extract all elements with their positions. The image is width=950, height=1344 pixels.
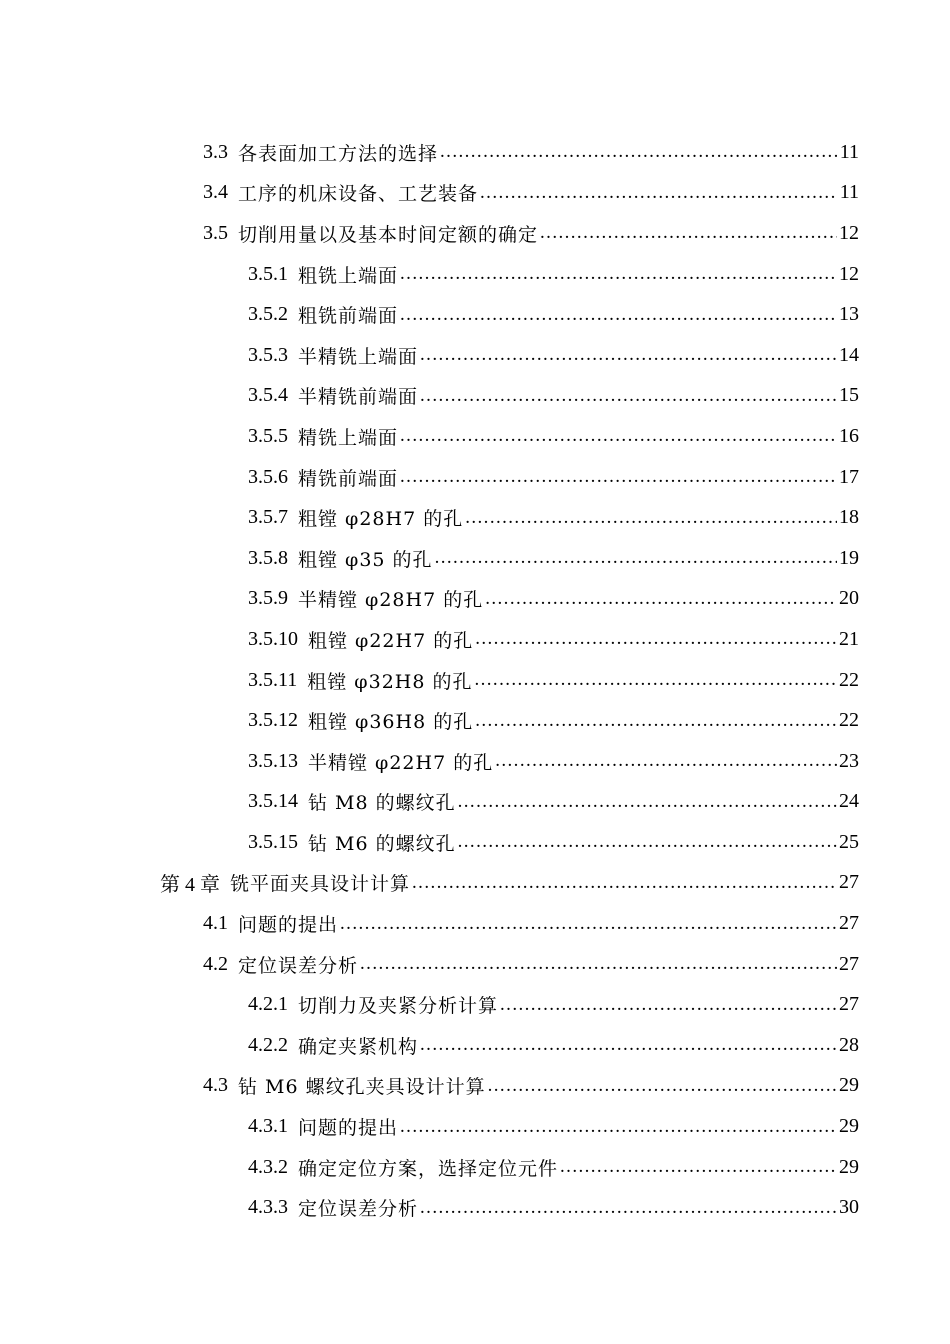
toc-entry-title: 半精铣上端面: [298, 345, 419, 368]
toc-entry[interactable]: [0, 700, 950, 741]
dot-leader: [480, 183, 837, 203]
dot-leader: [495, 751, 837, 771]
dot-leader: [360, 954, 837, 974]
dot-leader: [465, 508, 837, 528]
toc-entry[interactable]: [0, 376, 950, 417]
toc-entry[interactable]: [0, 497, 950, 538]
dot-leader: [435, 548, 837, 568]
toc-entry-number: 第 4 章: [160, 874, 220, 897]
toc-entry[interactable]: [0, 579, 950, 620]
toc-entry[interactable]: [0, 863, 950, 904]
toc-entry-page-number: 12: [839, 221, 859, 244]
toc-entry-page-number: 24: [839, 790, 859, 813]
dot-leader: [400, 1117, 837, 1137]
toc-entry-page-number: 25: [839, 830, 859, 853]
toc-entry-number: 3.5.15: [248, 830, 298, 853]
toc-entry[interactable]: [0, 538, 950, 579]
toc-entry[interactable]: [0, 457, 950, 498]
toc-entry-page-number: 21: [839, 627, 859, 650]
toc-entry-page-number: 29: [839, 1155, 859, 1178]
toc-entry-page-number: 22: [839, 709, 859, 732]
toc-entry-title: 切削力及夹紧分析计算: [298, 995, 499, 1018]
toc-entry-page-number: 14: [839, 343, 859, 366]
toc-entry-title: 定位误差分析: [238, 954, 359, 977]
toc-entry[interactable]: [0, 173, 950, 214]
toc-entry-page-number: 23: [839, 749, 859, 772]
toc-entry-number: 3.5.14: [248, 790, 298, 813]
toc-entry[interactable]: [0, 1106, 950, 1147]
toc-entry-number: 3.5.7: [248, 506, 288, 529]
dot-leader: [440, 142, 837, 162]
toc-entry-title: 精铣上端面: [298, 426, 399, 449]
toc-entry-number: 3.5.6: [248, 465, 288, 488]
toc-entry[interactable]: [0, 1025, 950, 1066]
toc-entry-number: 3.5.13: [248, 749, 298, 772]
toc-entry-number: 3.5.2: [248, 303, 288, 326]
toc-entry[interactable]: [0, 660, 950, 701]
toc-entry-page-number: 29: [839, 1074, 859, 1097]
toc-entry[interactable]: [0, 741, 950, 782]
dot-leader: [488, 1076, 837, 1096]
toc-entry[interactable]: [0, 619, 950, 660]
toc-entry-number: 4.2.2: [248, 1033, 288, 1056]
dot-leader: [400, 426, 837, 446]
toc-entry-title: 工序的机床设备、工艺装备: [238, 183, 479, 206]
toc-entry-number: 4.3.2: [248, 1155, 288, 1178]
dot-leader: [500, 995, 837, 1015]
toc-entry-page-number: 30: [839, 1196, 859, 1219]
toc-entry-page-number: 28: [839, 1033, 859, 1056]
toc-entry-number: 3.5.9: [248, 587, 288, 610]
toc-entry-title: 粗铣前端面: [298, 305, 399, 328]
toc-entry[interactable]: [0, 1147, 950, 1188]
toc-entry-title: 切削用量以及基本时间定额的确定: [238, 223, 539, 246]
dot-leader: [400, 467, 837, 487]
toc-entry-number: 4.1: [203, 912, 228, 935]
toc-entry-title: 半精镗 φ28H7 的孔: [298, 589, 484, 612]
dot-leader: [560, 1157, 837, 1177]
toc-entry-title: 各表面加工方法的选择: [238, 142, 439, 165]
toc-entry-number: 3.5.8: [248, 546, 288, 569]
toc-entry-page-number: 27: [839, 871, 859, 894]
toc-entry-number: 3.5.11: [248, 668, 298, 691]
toc-entry-title: 问题的提出: [298, 1117, 399, 1140]
dot-leader: [420, 1198, 837, 1218]
dot-leader: [474, 670, 837, 690]
toc-entry-page-number: 19: [839, 546, 859, 569]
toc-entry-page-number: 11: [839, 181, 859, 204]
toc-entry-title: 铣平面夹具设计计算: [230, 873, 411, 896]
toc-entry[interactable]: [0, 903, 950, 944]
toc-entry-page-number: 13: [839, 303, 859, 326]
toc-entry-title: 半精铣前端面: [298, 386, 419, 409]
toc-entry-page-number: 29: [839, 1115, 859, 1138]
toc-entry[interactable]: [0, 984, 950, 1025]
toc-entry[interactable]: [0, 213, 950, 254]
toc-entry-page-number: 15: [839, 384, 859, 407]
toc-entry-number: 3.5: [203, 221, 228, 244]
dot-leader: [475, 629, 837, 649]
toc-entry-title: 半精镗 φ22H7 的孔: [308, 751, 494, 774]
toc-entry-page-number: 18: [839, 506, 859, 529]
table-of-contents: [0, 132, 950, 1228]
toc-entry-number: 4.2.1: [248, 993, 288, 1016]
toc-entry-page-number: 22: [839, 668, 859, 691]
toc-entry-page-number: 20: [839, 587, 859, 610]
dot-leader: [400, 264, 837, 284]
toc-entry[interactable]: [0, 254, 950, 295]
toc-entry-title: 钻 M6 的螺纹孔: [308, 832, 456, 855]
toc-entry-number: 4.3: [203, 1074, 228, 1097]
toc-entry-title: 定位误差分析: [298, 1198, 419, 1221]
toc-entry[interactable]: [0, 1066, 950, 1107]
toc-entry-page-number: 17: [839, 465, 859, 488]
dot-leader: [475, 711, 837, 731]
toc-entry-number: 4.3.3: [248, 1196, 288, 1219]
toc-entry-number: 3.5.12: [248, 709, 298, 732]
dot-leader: [420, 345, 837, 365]
toc-entry-title: 问题的提出: [238, 914, 339, 937]
toc-entry-number: 3.5.4: [248, 384, 288, 407]
dot-leader: [340, 914, 837, 934]
toc-entry-title: 粗镗 φ22H7 的孔: [308, 629, 474, 652]
toc-entry[interactable]: [0, 1187, 950, 1228]
toc-entry[interactable]: [0, 132, 950, 173]
dot-leader: [458, 832, 837, 852]
toc-entry-title: 粗镗 φ36H8 的孔: [308, 711, 474, 734]
dot-leader: [485, 589, 837, 609]
toc-entry-number: 3.3: [203, 140, 228, 163]
toc-entry-title: 粗镗 φ32H8 的孔: [307, 670, 473, 693]
toc-entry-page-number: 27: [839, 993, 859, 1016]
toc-entry-number: 3.5.3: [248, 343, 288, 366]
toc-entry-page-number: 27: [839, 952, 859, 975]
dot-leader: [400, 305, 837, 325]
toc-entry-title: 精铣前端面: [298, 467, 399, 490]
toc-entry-number: 3.5.10: [248, 627, 298, 650]
toc-entry-page-number: 11: [839, 140, 859, 163]
dot-leader: [420, 386, 837, 406]
toc-entry[interactable]: [0, 782, 950, 823]
toc-entry-number: 3.4: [203, 181, 228, 204]
dot-leader: [412, 873, 837, 893]
toc-entry[interactable]: [0, 335, 950, 376]
toc-entry-title: 钻 M8 的螺纹孔: [308, 792, 456, 815]
toc-entry-number: 3.5.1: [248, 262, 288, 285]
toc-entry[interactable]: [0, 416, 950, 457]
toc-entry-number: 4.3.1: [248, 1115, 288, 1138]
toc-entry[interactable]: [0, 944, 950, 985]
toc-entry-number: 3.5.5: [248, 424, 288, 447]
dot-leader: [458, 792, 837, 812]
toc-entry-title: 钻 M6 螺纹孔夹具设计计算: [238, 1076, 486, 1099]
toc-entry-title: 确定夹紧机构: [298, 1035, 419, 1058]
toc-entry-page-number: 27: [839, 912, 859, 935]
toc-entry-page-number: 12: [839, 262, 859, 285]
dot-leader: [540, 223, 837, 243]
toc-entry-title: 确定定位方案，选择定位元件: [298, 1157, 559, 1180]
toc-entry-page-number: 16: [839, 424, 859, 447]
toc-entry[interactable]: [0, 294, 950, 335]
toc-entry-title: 粗镗 φ28H7 的孔: [298, 508, 464, 531]
toc-entry-title: 粗镗 φ35 的孔: [298, 548, 433, 571]
toc-entry[interactable]: [0, 822, 950, 863]
dot-leader: [420, 1035, 837, 1055]
toc-entry-number: 4.2: [203, 952, 228, 975]
toc-entry-title: 粗铣上端面: [298, 264, 399, 287]
